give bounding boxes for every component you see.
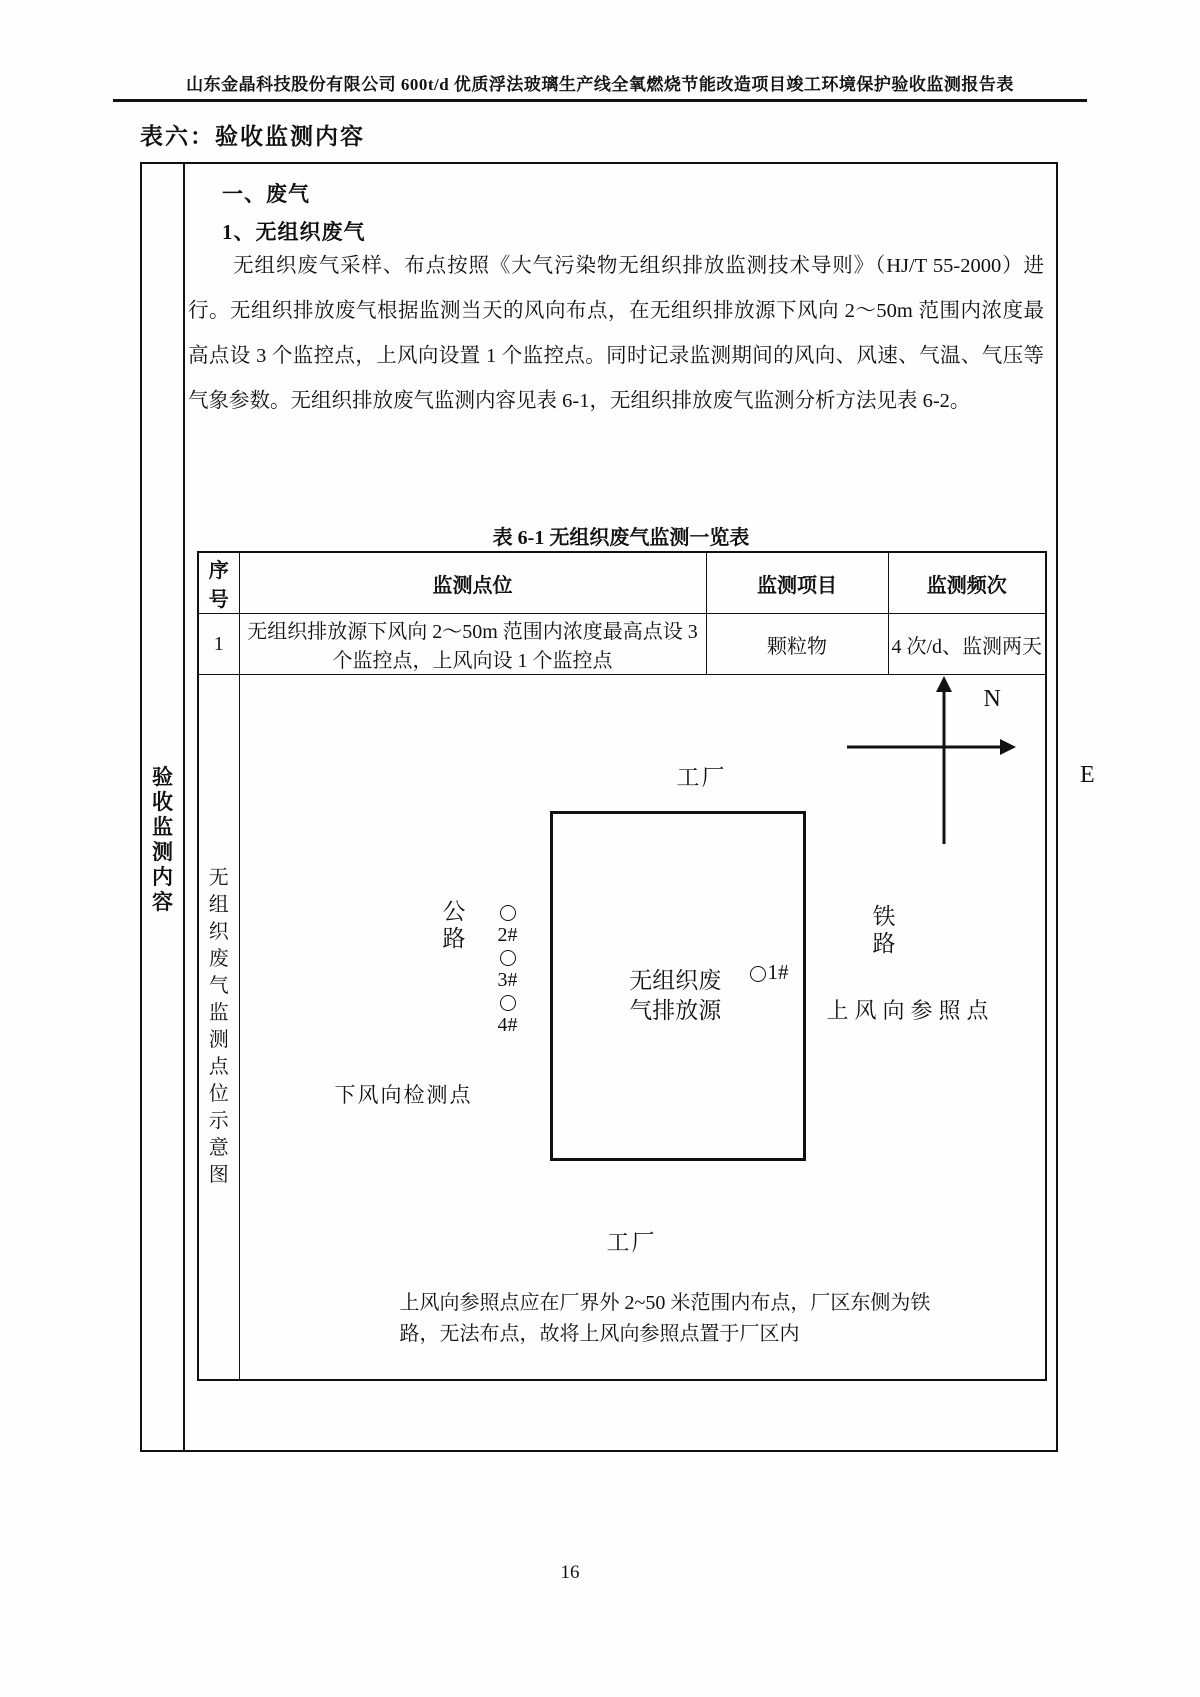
frame-divider-line	[183, 162, 185, 1452]
downwind-point-label: 4#	[497, 1014, 518, 1036]
cell-no: 1	[198, 614, 239, 675]
header-cell-no: 序号	[198, 552, 239, 614]
monitoring-points-diagram	[242, 676, 1047, 1378]
header-cell-frequency: 监测频次	[888, 552, 1046, 614]
diagram-note-line1: 上风向参照点应在厂界外 2~50 米范围内布点，厂区东侧为铁	[399, 1292, 931, 1314]
upwind-point-label: 1#	[767, 960, 789, 984]
factory-bottom-label: 工厂	[606, 1230, 657, 1255]
upwind-point-1	[750, 960, 789, 985]
downwind-point-label: 3#	[497, 969, 518, 991]
downwind-points-column	[488, 902, 528, 1037]
document-header-text: 山东金晶科技股份有限公司 600t/d 优质浮法玻璃生产线全氧燃烧节能改造项目竣工环境保护验收监测报告表	[186, 75, 1014, 94]
page-number: 16	[560, 1562, 580, 1583]
table-6-1-caption: 表 6-1 无组织废气监测一览表	[492, 527, 750, 549]
downwind-caption: 下风向检测点	[334, 1083, 473, 1107]
section-heading-waste-gas: 一、废气	[222, 182, 310, 206]
monitor-point-circle-icon	[500, 905, 516, 921]
subsection-heading-fugitive-gas: 1、无组织废气	[222, 220, 366, 244]
cell-frequency: 4 次/d、监测两天	[888, 614, 1046, 675]
diagram-note-line2: 路，无法布点，故将上风向参照点置于厂区内	[399, 1323, 800, 1345]
diagram-row	[198, 675, 1046, 1381]
diagram-note	[400, 1288, 1010, 1350]
body-paragraph: 无组织废气采样、布点按照《大气污染物无组织排放监测技术导则》（HJ/T 55-2000）进行。无组织排放废气根据监测当天的风向布点，在无组织排放源下风向 2～50m 范围内浓度最高点设 3 个监控点，上风向设置 1 个监控点。同时记录监测期间的风向、风速、气温、气压等气象参数。无组织排放废气监测内容见表 6-1，无组织排放废气监测分析方法见表 6-2。	[188, 255, 1044, 412]
cell-point: 无组织排放源下风向 2～50m 范围内浓度最高点设 3 个监控点，上风向设 1 个监控点	[239, 614, 706, 675]
emission-source-label: 无组织废气排放源	[629, 968, 722, 1023]
table-6-1	[197, 551, 1047, 1381]
compass-arrows-icon	[837, 676, 1032, 856]
monitor-point-circle-icon	[500, 995, 516, 1011]
diagram-cell	[239, 675, 1046, 1381]
upwind-caption: 上风向参照点	[826, 998, 995, 1023]
compass-east-label: E	[1080, 762, 1095, 788]
header-cell-point: 监测点位	[239, 552, 706, 614]
page-title: 表六：验收监测内容	[140, 124, 365, 149]
factory-top-label: 工厂	[676, 765, 727, 790]
downwind-point-label: 2#	[497, 924, 518, 946]
monitor-point-circle-icon	[500, 950, 516, 966]
diagram-row-label-cell	[198, 675, 239, 1381]
header-cell-item: 监测项目	[706, 552, 888, 614]
railway-label: 铁路	[872, 904, 896, 956]
sidebar-vertical-label: 验收监测内容	[152, 765, 173, 914]
table-header-row	[198, 552, 1046, 614]
header-rule	[113, 99, 1087, 102]
cell-item: 颗粒物	[706, 614, 888, 675]
compass-north-label: N	[983, 686, 1001, 712]
road-label: 公路	[442, 899, 466, 951]
monitor-point-circle-icon	[750, 966, 766, 982]
table-row	[198, 614, 1046, 675]
diagram-vertical-label: 无组织废气监测点位示意图	[208, 867, 229, 1186]
